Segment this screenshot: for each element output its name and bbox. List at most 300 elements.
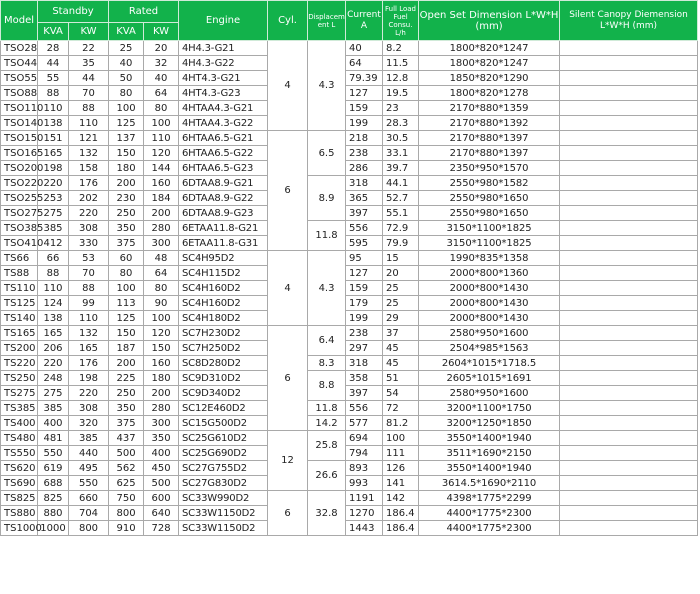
silent-canopy-dimension-cell	[560, 341, 698, 356]
standby-kva-cell: 88	[38, 86, 69, 101]
engine-cell: SC9D310D2	[179, 371, 268, 386]
displacement-cell: 6.4	[308, 326, 346, 356]
open-set-dimension-cell: 1850*820*1290	[419, 71, 560, 86]
table-row	[1, 56, 698, 71]
fuel-consumption-cell: 25	[383, 281, 419, 296]
standby-kva-cell: 138	[38, 116, 69, 131]
rated-kw-cell: 110	[144, 131, 179, 146]
standby-kva-cell: 44	[38, 56, 69, 71]
rated-kva-cell: 750	[109, 491, 144, 506]
silent-canopy-dimension-cell	[560, 356, 698, 371]
rated-kva-cell: 137	[109, 131, 144, 146]
current-cell: 127	[346, 266, 383, 281]
silent-canopy-dimension-cell	[560, 221, 698, 236]
standby-kva-cell: 124	[38, 296, 69, 311]
standby-kw-cell: 158	[69, 161, 109, 176]
standby-kw-cell: 70	[69, 266, 109, 281]
rated-kw-cell: 40	[144, 71, 179, 86]
open-set-dimension-cell: 2504*985*1563	[419, 341, 560, 356]
standby-kw-cell: 110	[69, 116, 109, 131]
fuel-consumption-cell: 8.2	[383, 41, 419, 56]
table-row	[1, 506, 698, 521]
engine-cell: SC4H160D2	[179, 281, 268, 296]
table-row	[1, 386, 698, 401]
rated-kva-cell: 125	[109, 311, 144, 326]
standby-kw-cell: 308	[69, 221, 109, 236]
engine-cell: SC4H115D2	[179, 266, 268, 281]
standby-kva-cell: 151	[38, 131, 69, 146]
silent-canopy-dimension-cell	[560, 116, 698, 131]
open-set-dimension-cell: 3150*1100*1825	[419, 221, 560, 236]
rated-kva-cell: 40	[109, 56, 144, 71]
rated-kw-cell: 184	[144, 191, 179, 206]
table-row	[1, 356, 698, 371]
standby-kw-cell: 110	[69, 311, 109, 326]
fuel-consumption-cell: 15	[383, 251, 419, 266]
engine-cell: SC15G500D2	[179, 416, 268, 431]
rated-kw-cell: 64	[144, 266, 179, 281]
standby-kva-cell: 550	[38, 446, 69, 461]
engine-cell: 6ETAA11.8-G31	[179, 236, 268, 251]
fuel-consumption-cell: 45	[383, 356, 419, 371]
model-cell: TS250	[1, 371, 38, 386]
model-cell: TS880	[1, 506, 38, 521]
open-set-dimension-cell: 3200*1250*1850	[419, 416, 560, 431]
table-row	[1, 236, 698, 251]
displacement-cell: 8.8	[308, 371, 346, 401]
engine-cell: 6DTAA8.9-G21	[179, 176, 268, 191]
silent-canopy-dimension-cell	[560, 491, 698, 506]
header-fuel-consumption: Full Load Fuel Consu. L/h	[383, 1, 419, 41]
rated-kva-cell: 910	[109, 521, 144, 536]
standby-kw-cell: 44	[69, 71, 109, 86]
rated-kw-cell: 280	[144, 221, 179, 236]
silent-canopy-dimension-cell	[560, 371, 698, 386]
header-standby-kva: KVA	[38, 23, 69, 41]
table-row	[1, 401, 698, 416]
model-cell: TS550	[1, 446, 38, 461]
table-row	[1, 176, 698, 191]
model-cell: TS66	[1, 251, 38, 266]
table-row	[1, 326, 698, 341]
fuel-consumption-cell: 39.7	[383, 161, 419, 176]
rated-kva-cell: 625	[109, 476, 144, 491]
fuel-consumption-cell: 19.5	[383, 86, 419, 101]
open-set-dimension-cell: 2170*880*1397	[419, 131, 560, 146]
model-cell: TS220	[1, 356, 38, 371]
table-row	[1, 446, 698, 461]
current-cell: 238	[346, 326, 383, 341]
silent-canopy-dimension-cell	[560, 131, 698, 146]
current-cell: 794	[346, 446, 383, 461]
standby-kva-cell: 28	[38, 41, 69, 56]
silent-canopy-dimension-cell	[560, 521, 698, 536]
open-set-dimension-cell: 3150*1100*1825	[419, 236, 560, 251]
model-cell: TS480	[1, 431, 38, 446]
open-set-dimension-cell: 2170*880*1359	[419, 101, 560, 116]
silent-canopy-dimension-cell	[560, 191, 698, 206]
standby-kw-cell: 440	[69, 446, 109, 461]
standby-kw-cell: 385	[69, 431, 109, 446]
model-cell: TS620	[1, 461, 38, 476]
silent-canopy-dimension-cell	[560, 71, 698, 86]
engine-cell: 6ETAA11.8-G21	[179, 221, 268, 236]
header-rated: Rated	[109, 1, 179, 23]
standby-kw-cell: 88	[69, 281, 109, 296]
engine-cell: 6HTAA6.5-G23	[179, 161, 268, 176]
standby-kw-cell: 550	[69, 476, 109, 491]
current-cell: 64	[346, 56, 383, 71]
header-open-set-dimension: Open Set Dimension L*W*H (mm)	[419, 1, 560, 41]
engine-cell: SC33W1150D2	[179, 521, 268, 536]
standby-kva-cell: 400	[38, 416, 69, 431]
open-set-dimension-cell: 2000*800*1430	[419, 296, 560, 311]
header-current: Current A	[346, 1, 383, 41]
engine-cell: SC12E460D2	[179, 401, 268, 416]
engine-cell: SC27G830D2	[179, 476, 268, 491]
rated-kw-cell: 600	[144, 491, 179, 506]
current-cell: 159	[346, 101, 383, 116]
rated-kw-cell: 350	[144, 431, 179, 446]
rated-kw-cell: 640	[144, 506, 179, 521]
rated-kva-cell: 437	[109, 431, 144, 446]
engine-cell: SC25G610D2	[179, 431, 268, 446]
silent-canopy-dimension-cell	[560, 86, 698, 101]
rated-kw-cell: 100	[144, 116, 179, 131]
open-set-dimension-cell: 3614.5*1690*2110	[419, 476, 560, 491]
model-cell: TS200	[1, 341, 38, 356]
model-cell: TSO275	[1, 206, 38, 221]
model-cell: TS690	[1, 476, 38, 491]
fuel-consumption-cell: 25	[383, 296, 419, 311]
silent-canopy-dimension-cell	[560, 236, 698, 251]
silent-canopy-dimension-cell	[560, 446, 698, 461]
fuel-consumption-cell: 44.1	[383, 176, 419, 191]
cylinders-cell: 4	[268, 251, 308, 326]
model-cell: TS88	[1, 266, 38, 281]
open-set-dimension-cell: 2580*950*1600	[419, 386, 560, 401]
standby-kw-cell: 198	[69, 371, 109, 386]
open-set-dimension-cell: 2550*980*1650	[419, 206, 560, 221]
engine-cell: 6DTAA8.9-G22	[179, 191, 268, 206]
table-row	[1, 146, 698, 161]
fuel-consumption-cell: 126	[383, 461, 419, 476]
standby-kva-cell: 248	[38, 371, 69, 386]
rated-kva-cell: 562	[109, 461, 144, 476]
rated-kw-cell: 90	[144, 296, 179, 311]
table-row	[1, 86, 698, 101]
open-set-dimension-cell: 3511*1690*2150	[419, 446, 560, 461]
current-cell: 297	[346, 341, 383, 356]
standby-kw-cell: 176	[69, 176, 109, 191]
rated-kva-cell: 500	[109, 446, 144, 461]
engine-cell: SC4H95D2	[179, 251, 268, 266]
standby-kva-cell: 220	[38, 356, 69, 371]
rated-kva-cell: 113	[109, 296, 144, 311]
rated-kw-cell: 400	[144, 446, 179, 461]
fuel-consumption-cell: 45	[383, 341, 419, 356]
current-cell: 1270	[346, 506, 383, 521]
model-cell: TSO410	[1, 236, 38, 251]
fuel-consumption-cell: 29	[383, 311, 419, 326]
silent-canopy-dimension-cell	[560, 326, 698, 341]
model-cell: TS165	[1, 326, 38, 341]
open-set-dimension-cell: 2170*880*1392	[419, 116, 560, 131]
rated-kva-cell: 187	[109, 341, 144, 356]
rated-kva-cell: 225	[109, 371, 144, 386]
engine-cell: 4HT4.3-G21	[179, 71, 268, 86]
fuel-consumption-cell: 186.4	[383, 521, 419, 536]
displacement-cell: 11.8	[308, 221, 346, 251]
rated-kva-cell: 180	[109, 161, 144, 176]
current-cell: 358	[346, 371, 383, 386]
engine-cell: SC7H250D2	[179, 341, 268, 356]
current-cell: 577	[346, 416, 383, 431]
model-cell: TSO110	[1, 101, 38, 116]
engine-cell: SC33W990D2	[179, 491, 268, 506]
silent-canopy-dimension-cell	[560, 296, 698, 311]
table-row	[1, 281, 698, 296]
standby-kw-cell: 22	[69, 41, 109, 56]
fuel-consumption-cell: 11.5	[383, 56, 419, 71]
open-set-dimension-cell: 2170*880*1397	[419, 146, 560, 161]
rated-kva-cell: 60	[109, 251, 144, 266]
engine-cell: 4H4.3-G21	[179, 41, 268, 56]
open-set-dimension-cell: 2000*800*1360	[419, 266, 560, 281]
rated-kva-cell: 150	[109, 326, 144, 341]
engine-cell: 4HT4.3-G23	[179, 86, 268, 101]
standby-kw-cell: 176	[69, 356, 109, 371]
displacement-cell: 32.8	[308, 491, 346, 536]
fuel-consumption-cell: 52.7	[383, 191, 419, 206]
table-row	[1, 431, 698, 446]
current-cell: 40	[346, 41, 383, 56]
rated-kva-cell: 200	[109, 176, 144, 191]
standby-kw-cell: 53	[69, 251, 109, 266]
model-cell: TS140	[1, 311, 38, 326]
open-set-dimension-cell: 2604*1015*1718.5	[419, 356, 560, 371]
table-row	[1, 341, 698, 356]
silent-canopy-dimension-cell	[560, 206, 698, 221]
engine-cell: 4HTAA4.3-G22	[179, 116, 268, 131]
engine-cell: SC25G690D2	[179, 446, 268, 461]
rated-kva-cell: 350	[109, 401, 144, 416]
current-cell: 179	[346, 296, 383, 311]
cylinders-cell: 12	[268, 431, 308, 491]
fuel-consumption-cell: 28.3	[383, 116, 419, 131]
table-row	[1, 476, 698, 491]
rated-kva-cell: 100	[109, 101, 144, 116]
open-set-dimension-cell: 2550*980*1650	[419, 191, 560, 206]
rated-kw-cell: 450	[144, 461, 179, 476]
model-cell: TSO165	[1, 146, 38, 161]
rated-kw-cell: 80	[144, 281, 179, 296]
open-set-dimension-cell: 4398*1775*2299	[419, 491, 560, 506]
header-standby-kw: KW	[69, 23, 109, 41]
table-row	[1, 461, 698, 476]
silent-canopy-dimension-cell	[560, 386, 698, 401]
silent-canopy-dimension-cell	[560, 251, 698, 266]
header-model: Model	[1, 1, 38, 41]
table-header	[1, 1, 698, 41]
cylinders-cell: 4	[268, 41, 308, 131]
displacement-cell: 14.2	[308, 416, 346, 431]
header-rated-kw: KW	[144, 23, 179, 41]
rated-kw-cell: 180	[144, 371, 179, 386]
open-set-dimension-cell: 1990*835*1358	[419, 251, 560, 266]
table-row	[1, 101, 698, 116]
current-cell: 1443	[346, 521, 383, 536]
model-cell: TSO28	[1, 41, 38, 56]
standby-kva-cell: 688	[38, 476, 69, 491]
displacement-cell: 8.3	[308, 356, 346, 371]
model-cell: TSO88	[1, 86, 38, 101]
standby-kva-cell: 1000	[38, 521, 69, 536]
standby-kva-cell: 825	[38, 491, 69, 506]
current-cell: 127	[346, 86, 383, 101]
header-cyl: Cyl.	[268, 1, 308, 41]
current-cell: 238	[346, 146, 383, 161]
rated-kw-cell: 144	[144, 161, 179, 176]
open-set-dimension-cell: 3550*1400*1940	[419, 461, 560, 476]
rated-kva-cell: 230	[109, 191, 144, 206]
fuel-consumption-cell: 72	[383, 401, 419, 416]
fuel-consumption-cell: 55.1	[383, 206, 419, 221]
rated-kw-cell: 64	[144, 86, 179, 101]
engine-cell: SC9D340D2	[179, 386, 268, 401]
engine-cell: SC8D280D2	[179, 356, 268, 371]
rated-kw-cell: 500	[144, 476, 179, 491]
standby-kva-cell: 66	[38, 251, 69, 266]
standby-kw-cell: 800	[69, 521, 109, 536]
silent-canopy-dimension-cell	[560, 401, 698, 416]
silent-canopy-dimension-cell	[560, 506, 698, 521]
model-cell: TSO150	[1, 131, 38, 146]
current-cell: 95	[346, 251, 383, 266]
cylinders-cell: 6	[268, 131, 308, 251]
open-set-dimension-cell: 2000*800*1430	[419, 281, 560, 296]
model-cell: TS125	[1, 296, 38, 311]
current-cell: 199	[346, 311, 383, 326]
open-set-dimension-cell: 2350*950*1570	[419, 161, 560, 176]
open-set-dimension-cell: 4400*1775*2300	[419, 506, 560, 521]
current-cell: 199	[346, 116, 383, 131]
current-cell: 595	[346, 236, 383, 251]
table-row	[1, 131, 698, 146]
engine-cell: 6HTAA6.5-G22	[179, 146, 268, 161]
current-cell: 286	[346, 161, 383, 176]
silent-canopy-dimension-cell	[560, 161, 698, 176]
rated-kw-cell: 728	[144, 521, 179, 536]
rated-kva-cell: 200	[109, 356, 144, 371]
standby-kva-cell: 165	[38, 326, 69, 341]
rated-kva-cell: 80	[109, 86, 144, 101]
model-cell: TS825	[1, 491, 38, 506]
standby-kva-cell: 198	[38, 161, 69, 176]
rated-kva-cell: 80	[109, 266, 144, 281]
standby-kw-cell: 202	[69, 191, 109, 206]
engine-cell: 4HTAA4.3-G21	[179, 101, 268, 116]
rated-kva-cell: 25	[109, 41, 144, 56]
table-row	[1, 416, 698, 431]
header-silent-canopy-dimension: Silent Canopy Diemension L*W*H (mm)	[560, 1, 698, 41]
standby-kva-cell: 385	[38, 221, 69, 236]
model-cell: TSO140	[1, 116, 38, 131]
engine-cell: 6DTAA8.9-G23	[179, 206, 268, 221]
fuel-consumption-cell: 12.8	[383, 71, 419, 86]
standby-kw-cell: 132	[69, 326, 109, 341]
standby-kw-cell: 320	[69, 416, 109, 431]
rated-kva-cell: 375	[109, 416, 144, 431]
current-cell: 218	[346, 131, 383, 146]
header-displacement: Displacem ent L	[308, 1, 346, 41]
rated-kva-cell: 350	[109, 221, 144, 236]
rated-kva-cell: 375	[109, 236, 144, 251]
silent-canopy-dimension-cell	[560, 476, 698, 491]
rated-kw-cell: 300	[144, 236, 179, 251]
silent-canopy-dimension-cell	[560, 311, 698, 326]
model-cell: TS275	[1, 386, 38, 401]
standby-kva-cell: 165	[38, 146, 69, 161]
open-set-dimension-cell: 1800*820*1278	[419, 86, 560, 101]
rated-kw-cell: 200	[144, 206, 179, 221]
rated-kw-cell: 80	[144, 101, 179, 116]
current-cell: 556	[346, 221, 383, 236]
standby-kva-cell: 275	[38, 386, 69, 401]
rated-kw-cell: 160	[144, 176, 179, 191]
silent-canopy-dimension-cell	[560, 266, 698, 281]
table-row	[1, 521, 698, 536]
standby-kva-cell: 55	[38, 71, 69, 86]
table-row	[1, 221, 698, 236]
current-cell: 556	[346, 401, 383, 416]
rated-kw-cell: 32	[144, 56, 179, 71]
fuel-consumption-cell: 111	[383, 446, 419, 461]
rated-kw-cell: 100	[144, 311, 179, 326]
current-cell: 79.39	[346, 71, 383, 86]
standby-kva-cell: 138	[38, 311, 69, 326]
fuel-consumption-cell: 186.4	[383, 506, 419, 521]
standby-kva-cell: 110	[38, 101, 69, 116]
fuel-consumption-cell: 81.2	[383, 416, 419, 431]
standby-kva-cell: 412	[38, 236, 69, 251]
current-cell: 893	[346, 461, 383, 476]
table-row	[1, 161, 698, 176]
rated-kva-cell: 250	[109, 206, 144, 221]
open-set-dimension-cell: 2580*950*1600	[419, 326, 560, 341]
table-row	[1, 251, 698, 266]
silent-canopy-dimension-cell	[560, 176, 698, 191]
current-cell: 159	[346, 281, 383, 296]
rated-kw-cell: 300	[144, 416, 179, 431]
rated-kw-cell: 20	[144, 41, 179, 56]
displacement-cell: 6.5	[308, 131, 346, 176]
model-cell: TS1000	[1, 521, 38, 536]
table-row	[1, 296, 698, 311]
table-row	[1, 71, 698, 86]
rated-kva-cell: 250	[109, 386, 144, 401]
open-set-dimension-cell: 2000*800*1430	[419, 311, 560, 326]
rated-kw-cell: 280	[144, 401, 179, 416]
silent-canopy-dimension-cell	[560, 101, 698, 116]
standby-kw-cell: 121	[69, 131, 109, 146]
current-cell: 318	[346, 356, 383, 371]
fuel-consumption-cell: 37	[383, 326, 419, 341]
rated-kw-cell: 200	[144, 386, 179, 401]
rated-kw-cell: 150	[144, 341, 179, 356]
model-cell: TSO55	[1, 71, 38, 86]
standby-kva-cell: 253	[38, 191, 69, 206]
